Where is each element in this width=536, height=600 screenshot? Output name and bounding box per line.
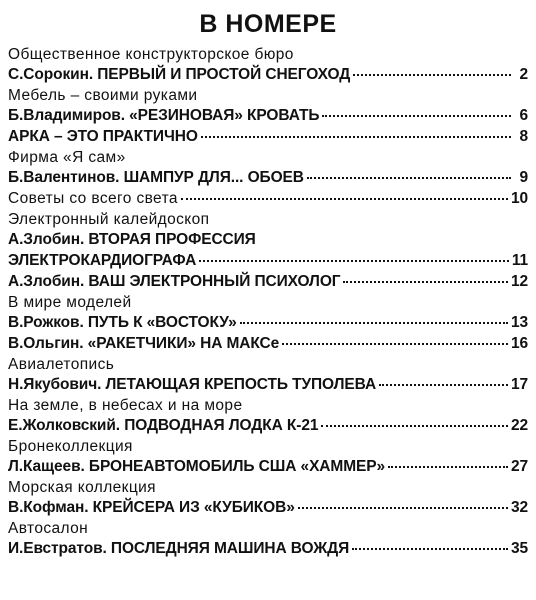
dot-leader	[352, 548, 508, 550]
article-title: В.Ольгин. «РАКЕТЧИКИ» НА МАКСе	[8, 335, 280, 352]
toc-entry[interactable]	[8, 272, 528, 293]
page-title: В НОМЕРЕ	[199, 10, 337, 38]
section-heading: Бронеколлекция	[8, 438, 133, 455]
article-title: Б.Владимиров. «РЕЗИНОВАЯ» КРОВАТЬ	[8, 107, 320, 124]
page-number: 27	[510, 458, 528, 475]
page-number: 12	[510, 273, 528, 290]
page-number: 22	[510, 417, 528, 434]
section-heading: Морская коллекция	[8, 479, 156, 496]
page-number: 17	[510, 376, 528, 393]
toc-entry[interactable]	[8, 127, 528, 148]
article-title: АРКА – ЭТО ПРАКТИЧНО	[8, 128, 198, 145]
page-number: 32	[510, 499, 528, 516]
dot-leader	[307, 177, 511, 179]
dot-leader	[353, 74, 511, 76]
toc-entry[interactable]	[8, 457, 528, 478]
page-number: 6	[519, 107, 528, 124]
section-heading: Общественное конструкторское бюро	[8, 46, 294, 63]
toc-entry[interactable]	[8, 416, 528, 437]
dot-leader	[321, 425, 508, 427]
table-of-contents	[8, 45, 528, 560]
section-heading: Мебель – своими руками	[8, 87, 198, 104]
dot-leader	[388, 466, 508, 468]
toc-entry[interactable]	[8, 251, 528, 272]
page-number: 10	[510, 190, 528, 207]
article-title: И.Евстратов. ПОСЛЕДНЯЯ МАШИНА ВОЖДЯ	[8, 540, 350, 557]
article-title: Б.Валентинов. ШАМПУР ДЛЯ... ОБОЕВ	[8, 169, 304, 186]
toc-entry[interactable]	[8, 375, 528, 396]
page-number: 13	[510, 314, 528, 331]
section-heading: Электронный калейдоскоп	[8, 211, 210, 228]
page-number: 35	[510, 540, 528, 557]
section-heading: Авиалетопись	[8, 356, 115, 373]
section-heading: Фирма «Я сам»	[8, 149, 126, 166]
toc-entry[interactable]	[8, 539, 528, 560]
dot-leader	[322, 115, 511, 117]
article-title-line: А.Злобин. ВТОРАЯ ПРОФЕССИЯ	[8, 231, 256, 248]
toc-entry[interactable]	[8, 334, 528, 355]
dot-leader	[282, 343, 508, 345]
toc-entry[interactable]	[8, 189, 528, 210]
toc-entry[interactable]	[8, 106, 528, 127]
dot-leader	[199, 260, 509, 262]
article-title: Е.Жолковский. ПОДВОДНАЯ ЛОДКА К-21	[8, 417, 319, 434]
dot-leader	[240, 322, 508, 324]
article-title: ЭЛЕКТРОКАРДИОГРАФА	[8, 252, 197, 269]
article-title: В.Рожков. ПУТЬ К «ВОСТОКУ»	[8, 314, 237, 331]
article-title: Л.Кащеев. БРОНЕАВТОМОБИЛЬ США «ХАММЕР»	[8, 458, 386, 475]
toc-entry[interactable]	[8, 498, 528, 519]
section-heading: Советы со всего света	[8, 190, 178, 207]
article-title: В.Кофман. КРЕЙСЕРА ИЗ «КУБИКОВ»	[8, 499, 295, 516]
toc-entry[interactable]	[8, 168, 528, 189]
article-title: Н.Якубович. ЛЕТАЮЩАЯ КРЕПОСТЬ ТУПОЛЕВА	[8, 376, 377, 393]
section-heading: Автосалон	[8, 520, 89, 537]
dot-leader	[343, 281, 507, 283]
page-number: 9	[519, 169, 528, 186]
dot-leader	[201, 136, 511, 138]
section-heading: В мире моделей	[8, 294, 132, 311]
dot-leader	[181, 198, 508, 200]
article-title: С.Сорокин. ПЕРВЫЙ И ПРОСТОЙ СНЕГОХОД	[8, 66, 351, 83]
toc-entry[interactable]	[8, 65, 528, 86]
toc-entry[interactable]	[8, 313, 528, 334]
page-number: 16	[510, 335, 528, 352]
page-number: 11	[511, 252, 528, 269]
article-title: А.Злобин. ВАШ ЭЛЕКТРОННЫЙ ПСИХОЛОГ	[8, 273, 341, 290]
page-number: 2	[519, 66, 528, 83]
section-heading: На земле, в небесах и на море	[8, 397, 243, 414]
dot-leader	[379, 384, 508, 386]
page-number: 8	[519, 128, 528, 145]
dot-leader	[298, 507, 508, 509]
